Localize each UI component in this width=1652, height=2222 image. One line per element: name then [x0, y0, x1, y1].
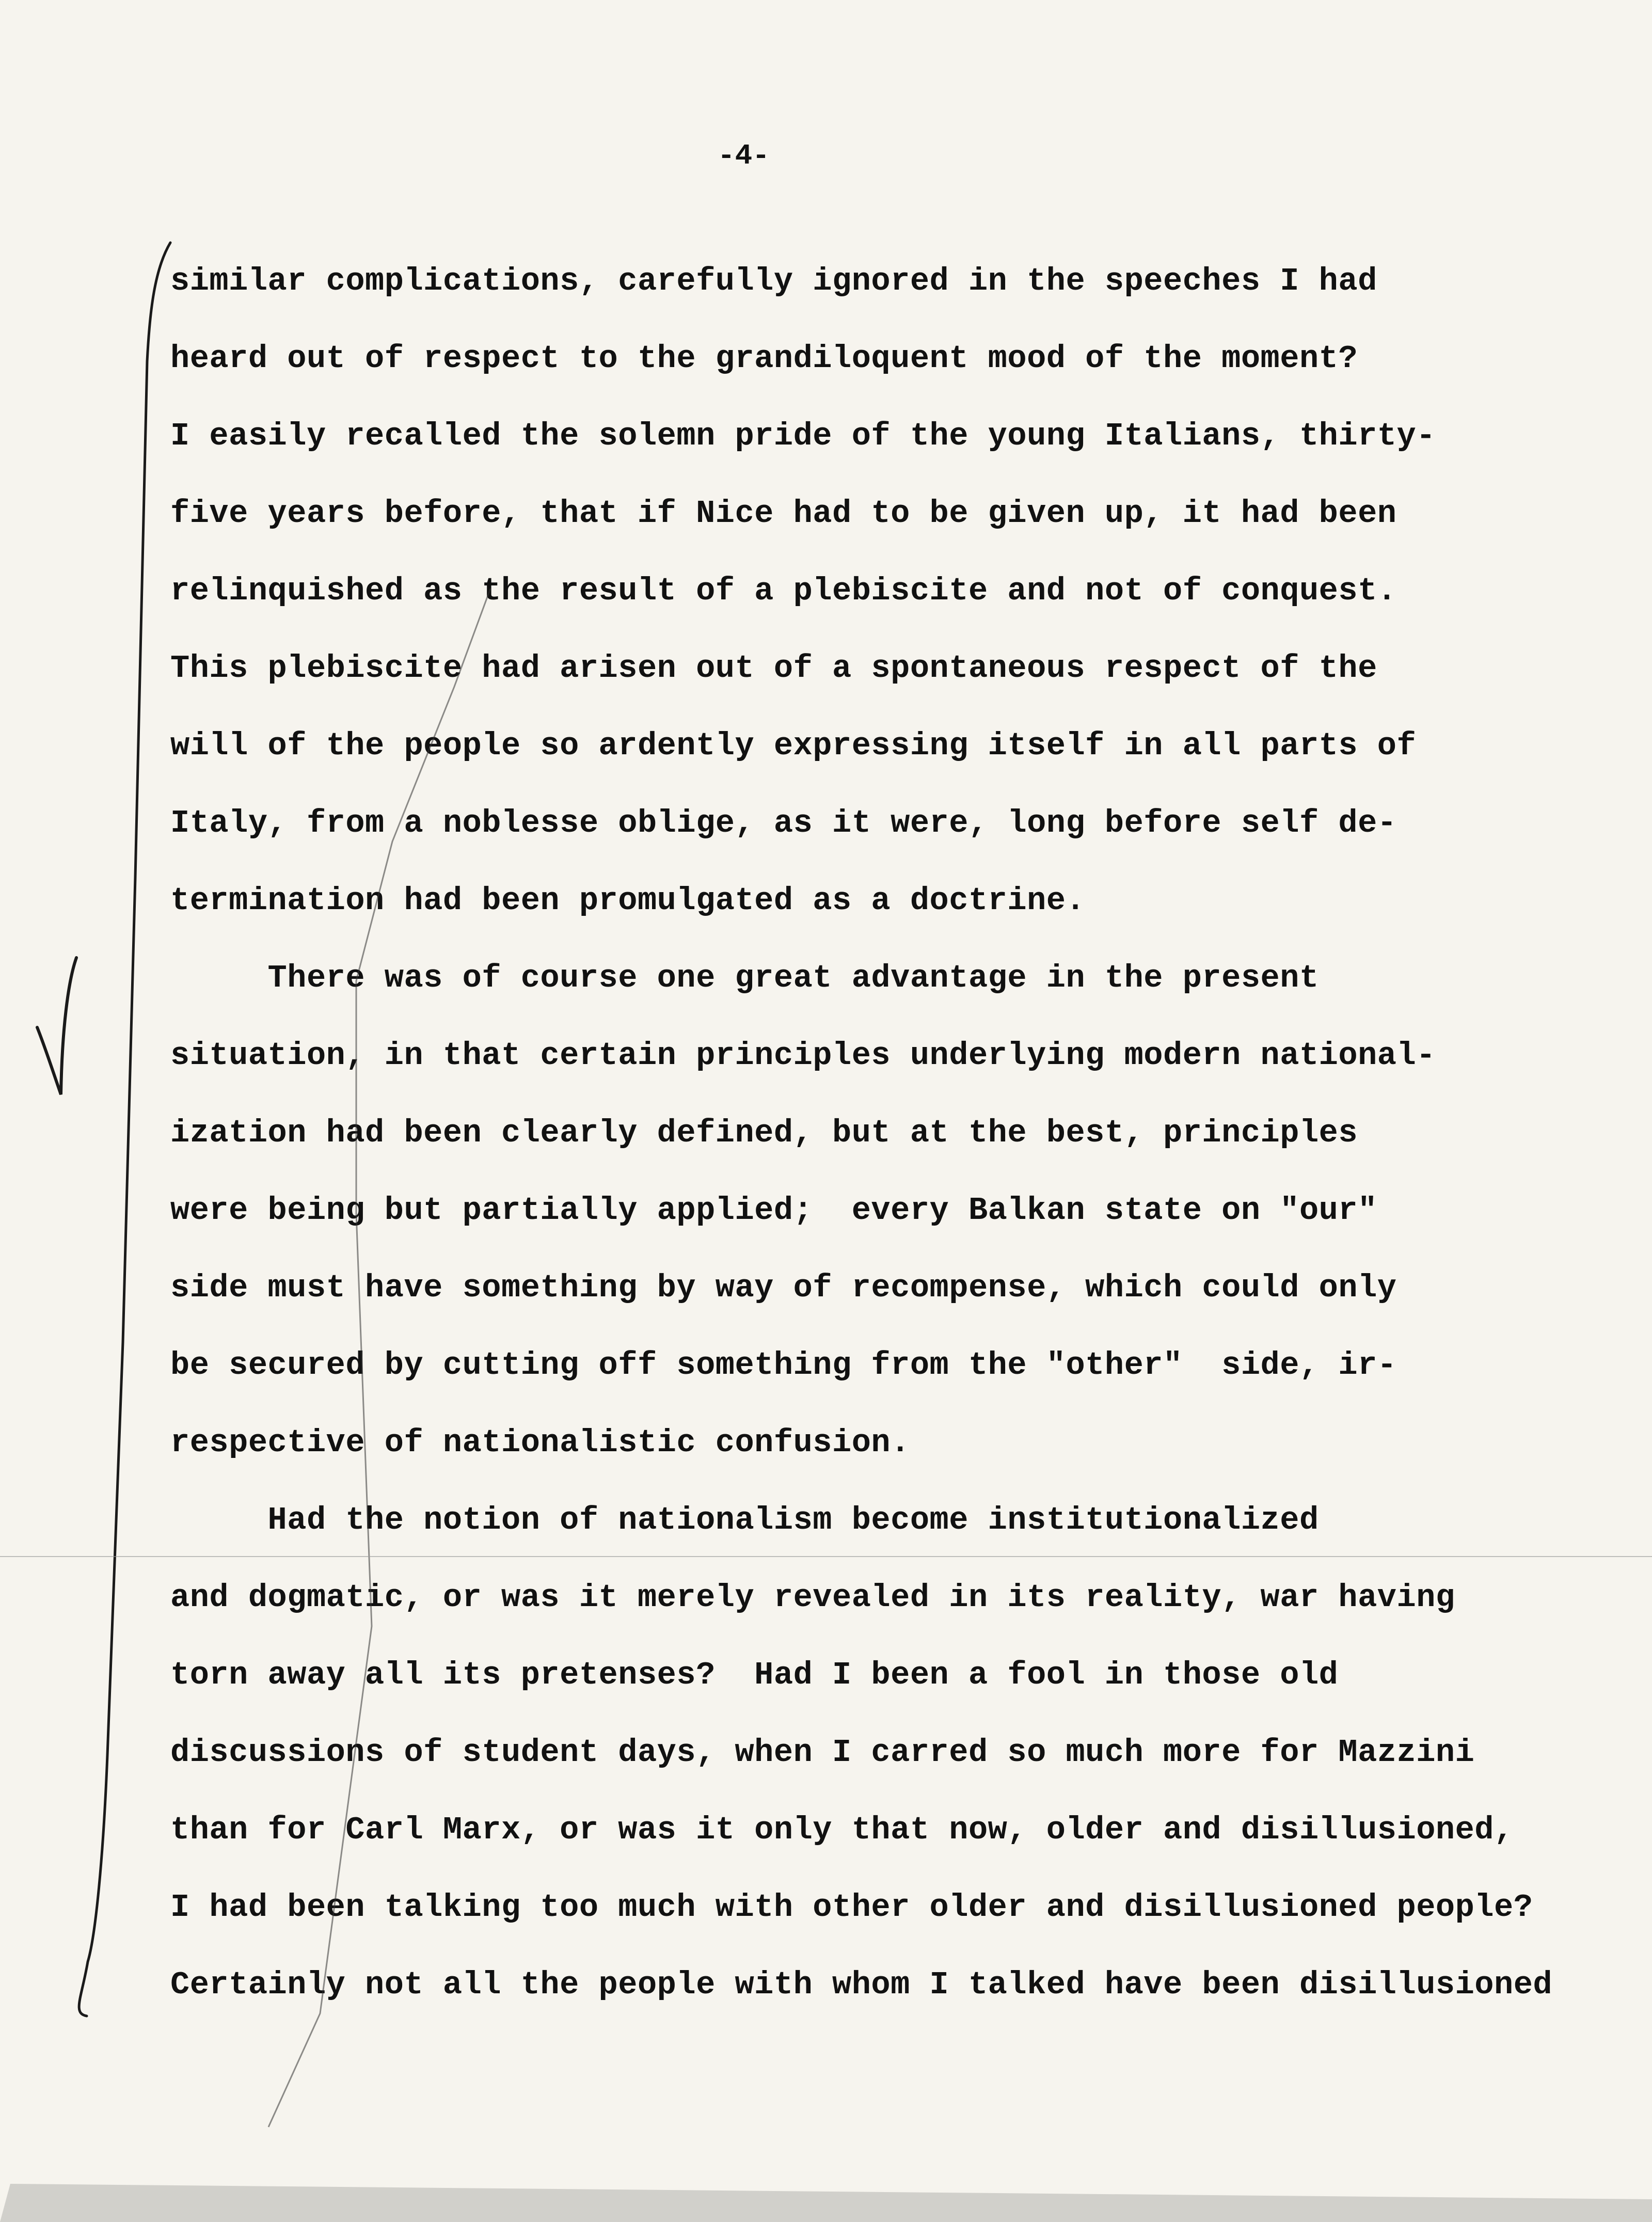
text-line-10: There was of course one great advantage in the present: [170, 960, 1319, 996]
text-line-8: Italy, from a noblesse oblige, as it were, long before self de-: [170, 805, 1397, 842]
text-line-11: situation, in that certain principles underlying modern national-: [170, 1037, 1436, 1074]
text-line-1: similar complications, carefully ignored in the speeches I had: [170, 263, 1377, 299]
text-line-15: be secured by cutting off something from the "other" side, ir-: [170, 1347, 1397, 1384]
text-line-14: side must have something by way of recompense, which could only: [170, 1269, 1397, 1306]
margin-bracket-line: [79, 243, 170, 2016]
text-line-7: will of the people so ardently expressing itself in all parts of: [170, 727, 1417, 764]
margin-check-mark: [37, 958, 76, 1094]
text-line-4: five years before, that if Nice had to be given up, it had been: [170, 495, 1397, 532]
text-line-19: torn away all its pretenses? Had I been a fool in those old: [170, 1657, 1339, 1693]
text-line-9: termination had been promulgated as a doctrine.: [170, 882, 1086, 919]
text-line-21: than for Carl Marx, or was it only that now, older and disillusioned,: [170, 1812, 1514, 1848]
text-line-18: and dogmatic, or was it merely revealed in its reality, war having: [170, 1579, 1455, 1616]
text-line-12: ization had been clearly defined, but at the best, principles: [170, 1115, 1358, 1151]
scan-edge-noise: [0, 2184, 1652, 2222]
text-line-20: discussions of student days, when I carred so much more for Mazzini: [170, 1734, 1475, 1771]
text-line-3: I easily recalled the solemn pride of the young Italians, thirty-: [170, 418, 1436, 454]
page-number: -4-: [718, 139, 770, 172]
text-line-22: I had been talking too much with other older and disillusioned people?: [170, 1889, 1533, 1926]
text-line-6: This plebiscite had arisen out of a spontaneous respect of the: [170, 650, 1377, 687]
text-line-5: relinquished as the result of a plebiscite and not of conquest.: [170, 573, 1397, 609]
text-line-2: heard out of respect to the grandiloquent mood of the moment?: [170, 340, 1358, 377]
text-line-23: Certainly not all the people with whom I talked have been disillusioned: [170, 1966, 1553, 2003]
text-line-16: respective of nationalistic confusion.: [170, 1424, 910, 1461]
text-line-17: Had the notion of nationalism become institutionalized: [170, 1502, 1319, 1538]
text-line-13: were being but partially applied; every Balkan state on "our": [170, 1192, 1377, 1229]
